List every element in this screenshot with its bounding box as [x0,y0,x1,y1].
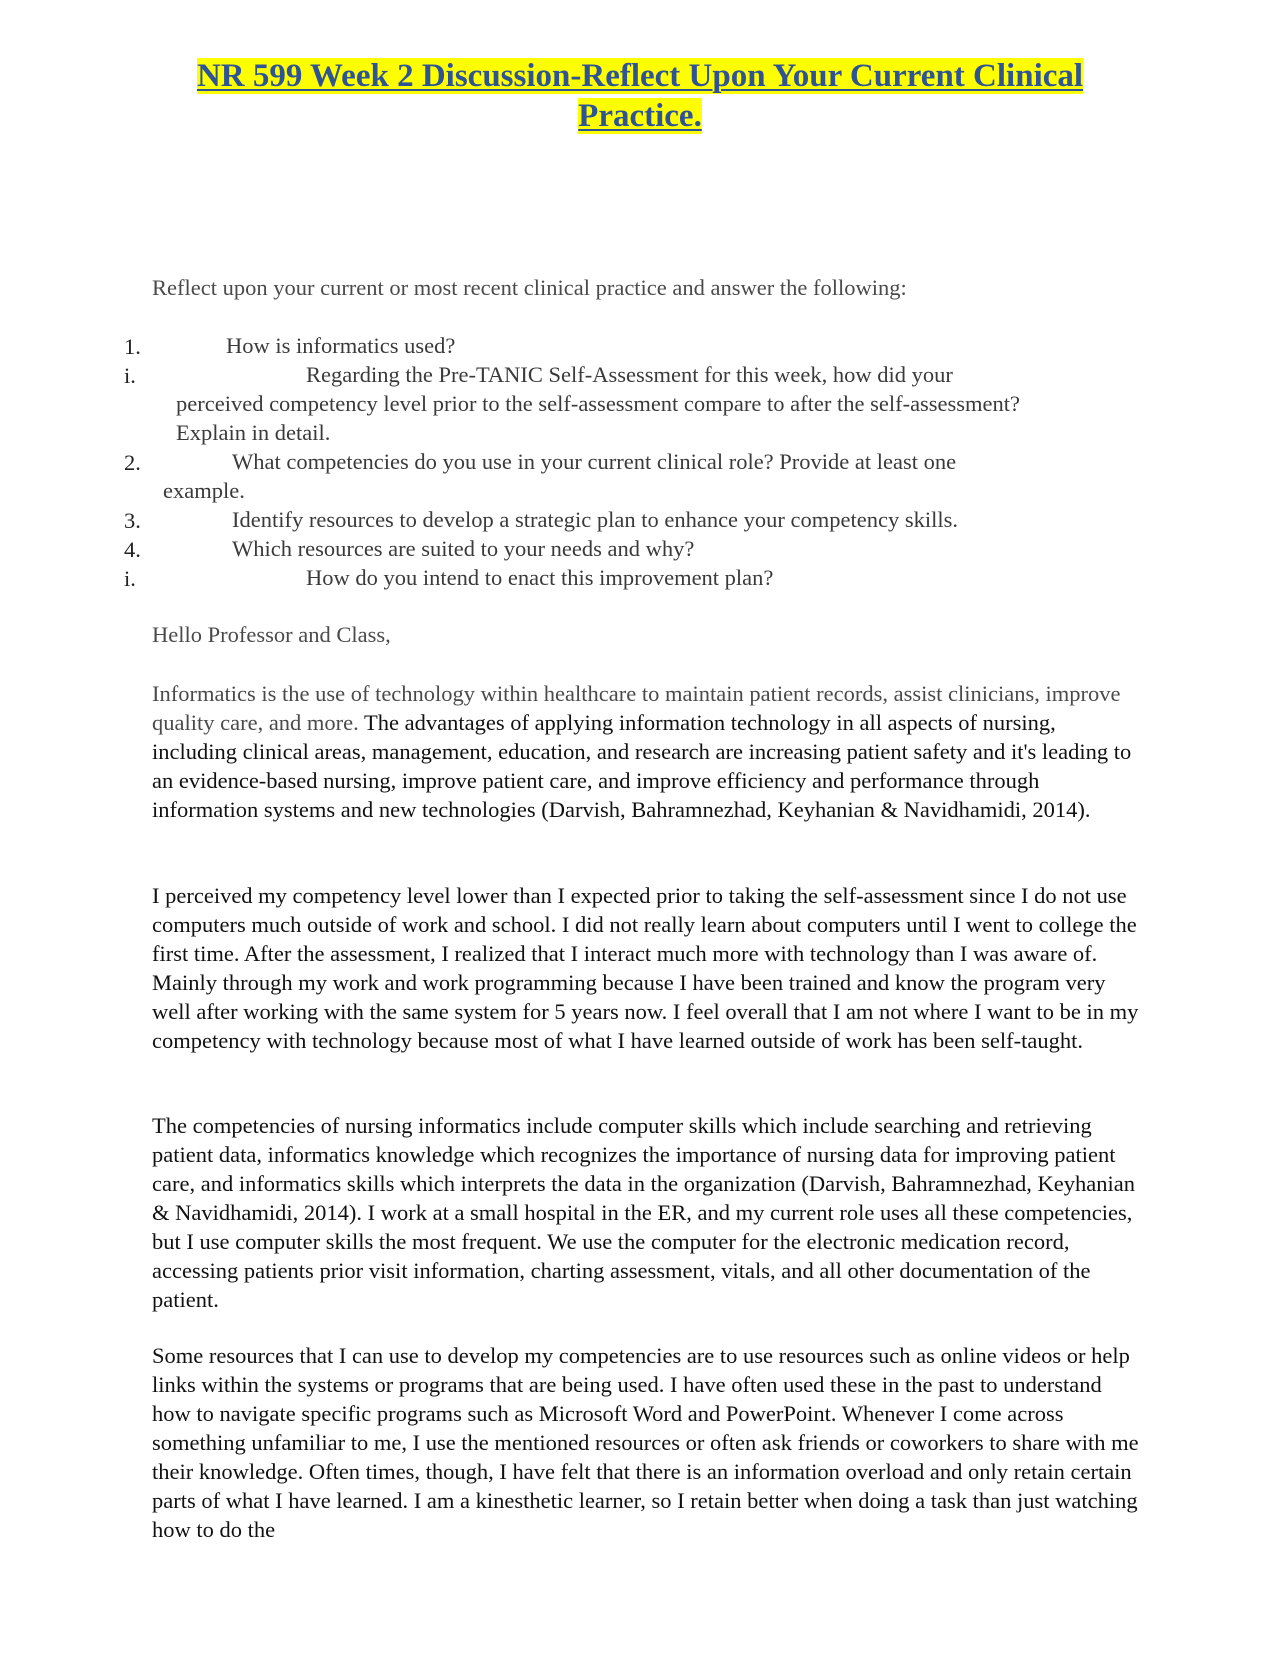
question-text: Regarding the Pre-TANIC Self-Assessment for this week, how did your [306,362,953,387]
question-number: i. [124,566,136,591]
question-text: Identify resources to develop a strategic plan to enhance your competency skills. [232,507,958,532]
paragraph-4: Some resources that I can use to develop my competencies are to use resources such as online videos or help links within the systems or programs that are being used. I have often used these in the past to understand how to navigate specific programs such as Microsoft Word and PowerPoint. Whenever I come across something unfamiliar to me, I use the mentioned resources or often ask friends or coworkers to share with me their knowledge. Often times, though, I have felt that there is an information overload and only retain certain parts of what I have learned. I am a kinesthetic learner, so I retain better when doing a task than just watching how to do the [152,1343,1139,1542]
question-number: 1. [124,334,141,359]
paragraph-2: I perceived my competency level lower than I expected prior to taking the self-assessment since I do not use computers much outside of work and school. I did not really learn about computers until I went to college the first time. After the assessment, I realized that I interact much more with technology than I was aware of. Mainly through my work and work programming because I have been trained and know the program very well after working with the same system for 5 years now. I feel overall that I am not where I want to be in my competency with technology because most of what I have learned outside of work has been self-taught. [152,883,1139,1053]
paragraph-1-intro: Informatics is the use of technology within healthcare to maintain patient records, assist clinicians, improve quality care, and more. [152,681,1121,735]
intro-text: Reflect upon your current or most recent clinical practice and answer the following: [152,275,907,300]
question-text: How do you intend to enact this improvement plan? [306,565,774,590]
paragraph-1 [152,679,1142,824]
question-number: 2. [124,450,141,475]
question-text: Explain in detail. [176,420,331,445]
question-text: How is informatics used? [226,333,456,358]
greeting: Hello Professor and Class, [152,622,391,647]
question-text: example. [163,478,245,503]
question-text: Which resources are suited to your needs and why? [232,536,695,561]
document-title [0,56,1280,136]
question-text: perceived competency level prior to the self-assessment compare to after the self-assessment? [176,391,1021,416]
paragraph-3: The competencies of nursing informatics include computer skills which include searching and retrieving patient data, informatics knowledge which recognizes the importance of nursing data for improving patient care, and informatics skills which interprets the data in the organization (Darvish, Bahramnezhad, Keyhanian & Navidhamidi, 2014). I work at a small hospital in the ER, and my current role uses all these competencies, but I use computer skills the most frequent. We use the computer for the electronic medication record, accessing patients prior visit information, charting assessment, vitals, and all other documentation of the patient. [152,1113,1136,1312]
paragraph-1-body: The advantages of applying information technology in all aspects of nursing, including clinical areas, management, education, and research are increasing patient safety and it's leading to an evidence-based nursing, improve patient care, and improve efficiency and performance through information systems and new technologies (Darvish, Bahramnezhad, Keyhanian & Navidhamidi, 2014). [152,710,1132,822]
question-number: 4. [124,537,141,562]
title-line-1: NR 599 Week 2 Discussion-Reflect Upon Your Current Clinical [196,58,1084,94]
title-line-2: Practice. [578,98,702,134]
question-number: 3. [124,508,141,533]
question-text: What competencies do you use in your current clinical role? Provide at least one [232,449,957,474]
question-number: i. [124,363,136,388]
